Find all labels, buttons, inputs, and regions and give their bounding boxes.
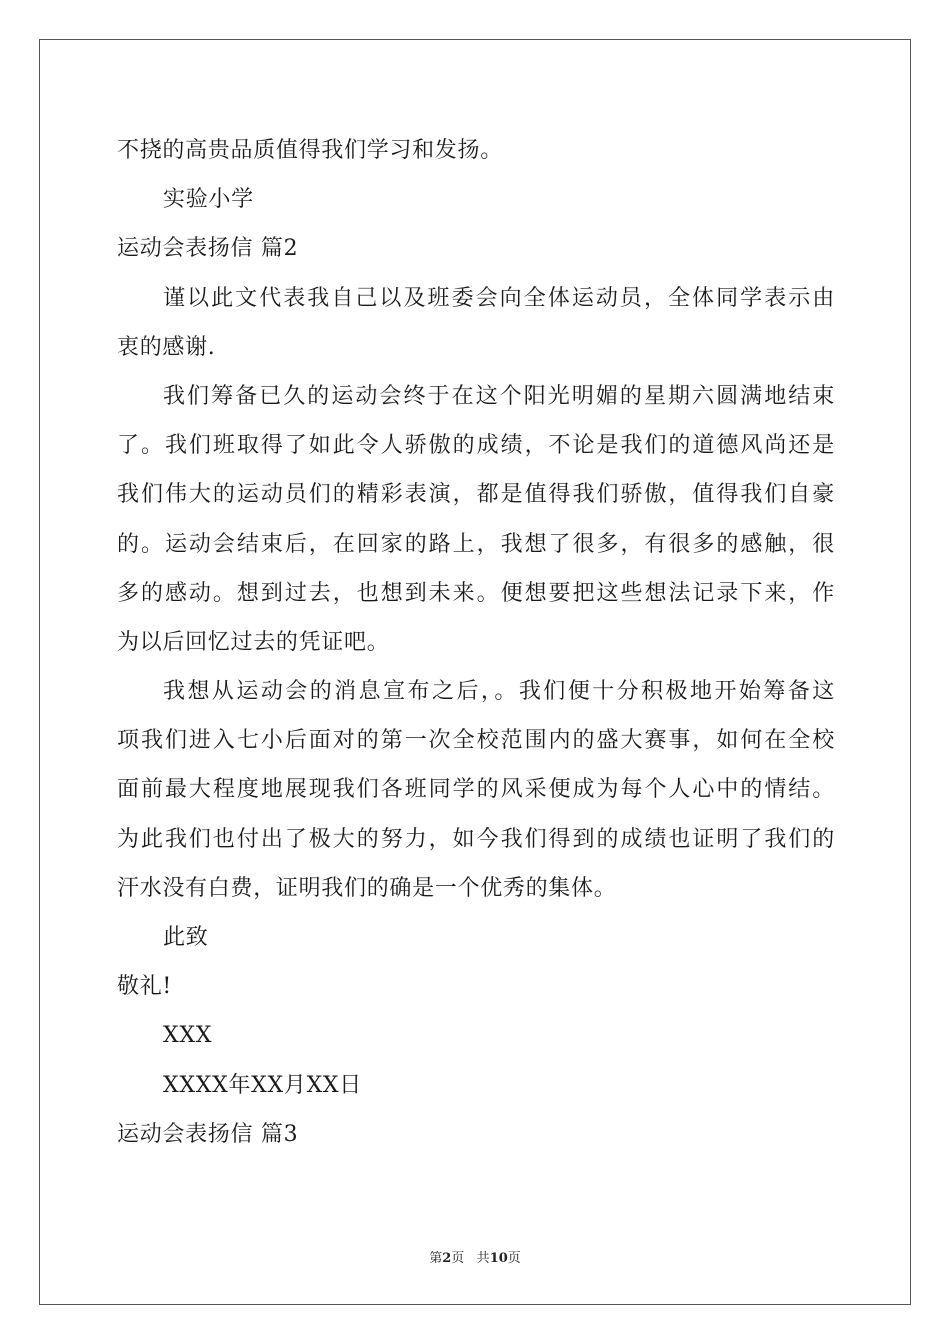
text-line: 我们伟大的运动员们的精彩表演，都是值得我们骄傲，值得我们自豪: [117, 482, 835, 508]
text-line: XXXX年XX月XX日: [163, 1072, 362, 1098]
text-line: 运动会表扬信 篇2: [117, 236, 299, 262]
text-line: 运动会表扬信 篇3: [117, 1121, 299, 1147]
text-line: 多的感动。想到过去，也想到未来。便想要把这些想法记录下来，作: [117, 580, 835, 606]
text-line: 汗水没有白费，证明我们的确是一个优秀的集体。: [117, 875, 617, 901]
text-line: 我想从运动会的消息宣布之后，。我们便十分积极地开始筹备这: [163, 679, 835, 705]
text-line: 实验小学: [163, 187, 254, 213]
text-line: 谨以此文代表我自己以及班委会向全体运动员，全体同学表示由: [163, 285, 835, 311]
text-line: 为以后回忆过去的凭证吧。: [117, 629, 390, 655]
page-footer: [0, 1247, 950, 1266]
text-line: 面前最大程度地展现我们各班同学的风采便成为每个人心中的情结。: [117, 777, 835, 803]
text-line: 此致: [163, 925, 209, 950]
text-line: 衷的感谢.: [117, 334, 216, 360]
text-line: 为此我们也付出了极大的努力，如今我们得到的成绩也证明了我们的: [117, 826, 835, 852]
text-line: 的。运动会结束后，在回家的路上，我想了很多，有很多的感触，很: [117, 531, 835, 557]
text-line: 了。我们班取得了如此令人骄傲的成绩，不论是我们的道德风尚还是: [117, 433, 835, 459]
text-line: 敬礼!: [117, 974, 172, 1000]
document-body: [117, 126, 835, 1159]
footer-total-pages: 共10页: [476, 1251, 521, 1266]
text-line: 不挠的高贵品质值得我们学习和发扬。: [117, 138, 503, 163]
text-line: 项我们进入七小后面对的第一次全校范围内的盛大赛事，如何在全校: [117, 728, 835, 754]
text-line: 我们筹备已久的运动会终于在这个阳光明媚的星期六圆满地结束: [163, 383, 835, 409]
footer-current-page: 第2页: [429, 1251, 465, 1266]
text-line: XXX: [163, 1023, 213, 1049]
